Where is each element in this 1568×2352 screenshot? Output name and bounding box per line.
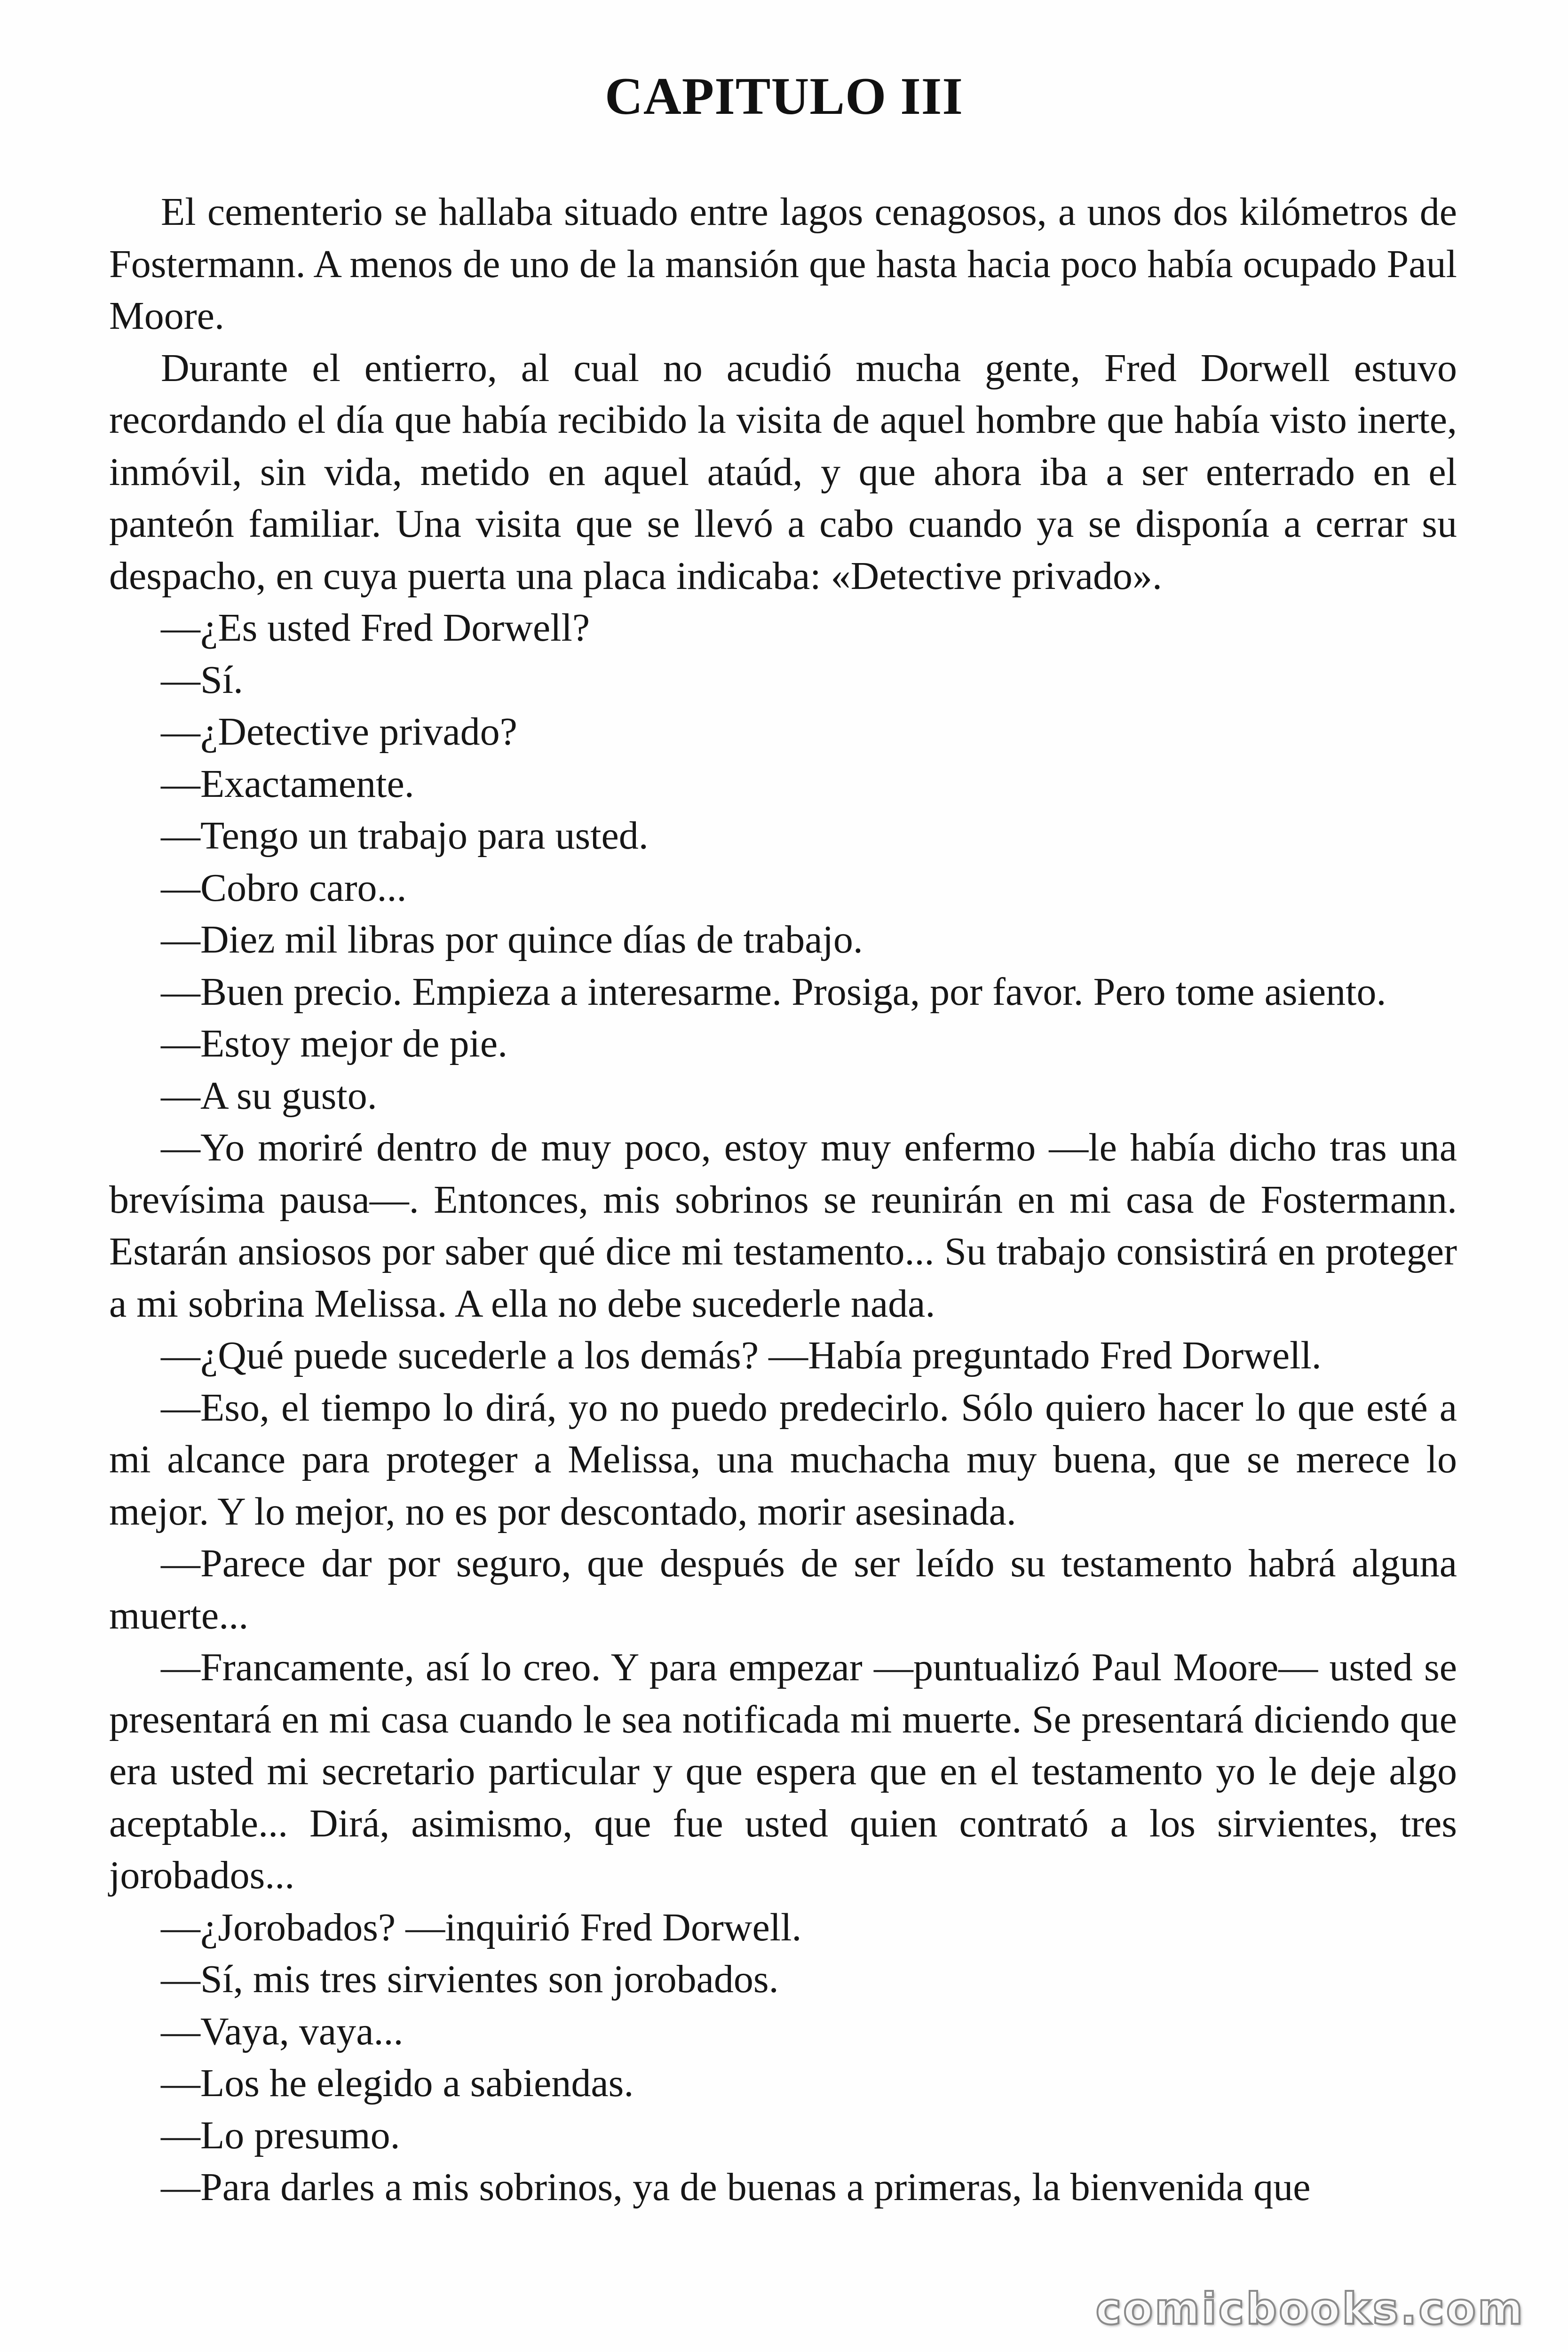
dialogue-line: —¿Jorobados? —inquirió Fred Dorwell. <box>161 1905 802 1949</box>
dialogue-line: —Buen precio. Empieza a interesarme. Prosiga, por favor. Pero tome asiento. <box>161 969 1386 1014</box>
watermark-logo: comicbooks.com <box>1095 2284 1525 2334</box>
dialogue-line: —Diez mil libras por quince días de trabajo. <box>161 918 863 961</box>
dialogue-line: —Estoy mejor de pie. <box>161 1022 508 1065</box>
dialogue-line: —Cobro caro... <box>161 866 407 910</box>
dialogue-line: —¿Detective privado? <box>161 710 517 754</box>
dialogue-line: —Eso, el tiempo lo dirá, yo no puedo predecirlo. Sólo quiero hacer lo que esté a mi alcance para proteger a Melissa, una muchacha muy buena, que se merece lo mejor. Y lo mejor, no es por descontado, morir asesinada. <box>109 1385 1457 1534</box>
dialogue-line: —¿Es usted Fred Dorwell? <box>161 606 590 650</box>
dialogue-line: —Parece dar por seguro, que después de ser leído su testamento habrá alguna muerte... <box>109 1542 1457 1637</box>
dialogue-line: —Para darles a mis sobrinos, ya de buenas a primeras, la bienvenida que <box>161 2165 1311 2209</box>
dialogue-line: —A su gusto. <box>161 1073 377 1118</box>
dialogue-line: —Vaya, vaya... <box>161 2009 404 2053</box>
dialogue-line: —Sí. <box>161 658 244 702</box>
dialogue-line: —Yo moriré dentro de muy poco, estoy muy enfermo —le había dicho tras una brevísima pausa—. Entonces, mis sobrinos se reunirán en mi casa de Fostermann. Estarán ansiosos por saber qué dice mi testamento... Su trabajo consistirá en proteger a mi sobrina Melissa. A ella no debe sucederle nada. <box>109 1126 1457 1326</box>
dialogue-line: —Tengo un trabajo para usted. <box>161 814 649 858</box>
body-text <box>109 186 1457 2214</box>
paragraph: Durante el entierro, al cual no acudió mucha gente, Fred Dorwell estuvo recordando el día que había recibido la visita de aquel hombre que había visto inerte, inmóvil, sin vida, metido en aquel ataúd, y que ahora iba a ser enterrado en el panteón familiar. Una visita que se llevó a cabo cuando ya se disponía a cerrar su despacho, en cuya puerta una placa indicaba: «Detective privado». <box>109 346 1457 598</box>
dialogue-line: —¿Qué puede sucederle a los demás? —Había preguntado Fred Dorwell. <box>161 1334 1322 1377</box>
dialogue-line: —Francamente, así lo creo. Y para empezar —puntualizó Paul Moore— usted se presentará en mi casa cuando le sea notificada mi muerte. Se presentará diciendo que era usted mi secretario particular y que espera que en el testamento yo le deje algo aceptable... Dirá, asimismo, que fue usted quien contrató a los sirvientes, tres jorobados... <box>109 1645 1457 1897</box>
dialogue-line: —Sí, mis tres sirvientes son jorobados. <box>161 1957 779 2001</box>
paragraph: El cementerio se hallaba situado entre lagos cenagosos, a unos dos kilómetros de Fostermann. A menos de uno de la mansión que hasta hacia poco había ocupado Paul Moore. <box>109 190 1457 338</box>
chapter-title: CAPITULO III <box>605 67 963 126</box>
dialogue-line: —Lo presumo. <box>161 2113 400 2157</box>
dialogue-line: —Exactamente. <box>161 762 414 806</box>
dialogue-line: —Los he elegido a sabiendas. <box>161 2061 634 2105</box>
